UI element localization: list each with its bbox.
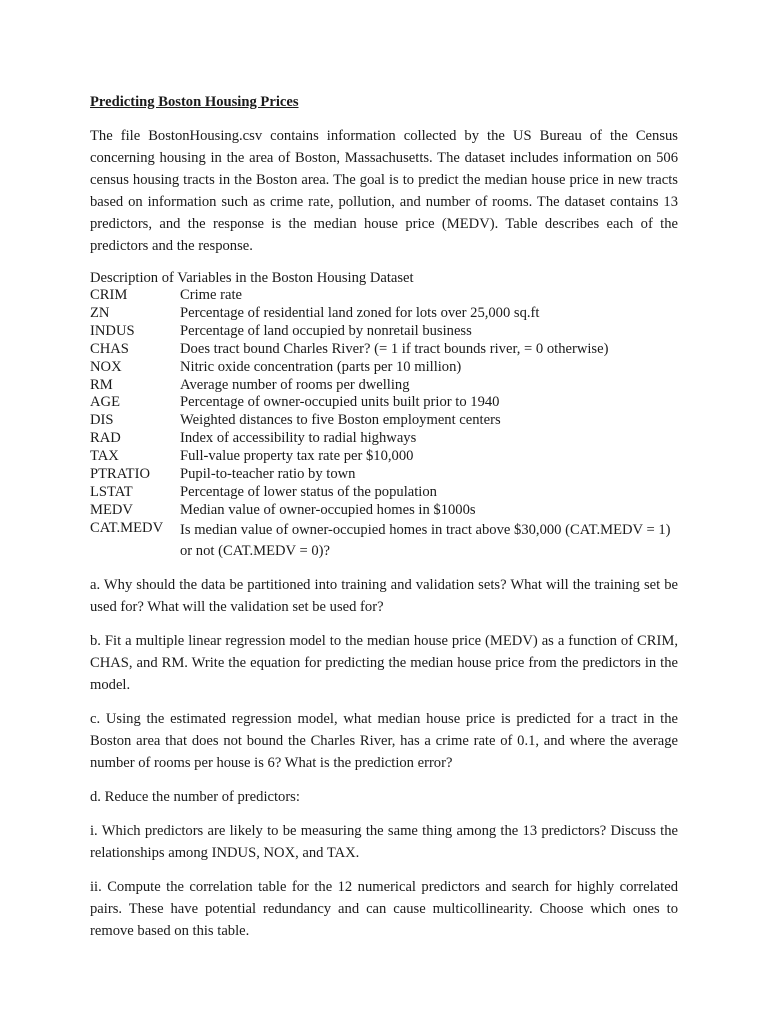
variable-description: Median value of owner-occupied homes in $1000s — [180, 501, 476, 518]
variable-description: Nitric oxide concentration (parts per 10 million) — [180, 358, 462, 375]
variable-code: CHAS — [90, 340, 129, 357]
variables-table — [90, 287, 678, 562]
variable-description: Percentage of owner-occupied units built prior to 1940 — [180, 394, 500, 411]
variable-row — [90, 412, 678, 430]
variable-row — [90, 448, 678, 466]
variable-code: MEDV — [90, 501, 133, 518]
variable-description: Is median value of owner-occupied homes in tract above $30,000 (CAT.MEDV = 1) or not (CAT.MEDV = 0)? — [180, 521, 671, 559]
variable-row — [90, 323, 678, 341]
question-c: c. Using the estimated regression model, what median house price is predicted for a tract in the Boston area that does not bound the Charles River, has a crime rate of 0.1, and where the average number of rooms per house is 6? What is the prediction error? — [90, 710, 678, 771]
variable-code: INDUS — [90, 322, 135, 339]
document-page — [90, 92, 678, 954]
variable-code: AGE — [90, 394, 120, 411]
variable-row — [90, 287, 678, 305]
variable-code: CRIM — [90, 287, 128, 303]
variable-code: CAT.MEDV — [90, 519, 164, 536]
variable-row — [90, 466, 678, 484]
variable-description: Does tract bound Charles River? (= 1 if tract bounds river, = 0 otherwise) — [180, 340, 609, 357]
variable-row — [90, 305, 678, 323]
variables-table-caption: Description of Variables in the Boston Housing Dataset — [90, 270, 414, 286]
variable-row — [90, 520, 678, 562]
variable-row — [90, 502, 678, 520]
variable-code: RM — [90, 376, 113, 393]
variable-description: Percentage of lower status of the population — [180, 483, 437, 500]
variable-description: Pupil-to-teacher ratio by town — [180, 466, 356, 483]
variable-code: DIS — [90, 412, 114, 429]
variable-code: TAX — [90, 448, 119, 465]
variable-description: Average number of rooms per dwelling — [180, 376, 410, 393]
variable-description: Percentage of land occupied by nonretail business — [180, 322, 472, 339]
variable-row — [90, 377, 678, 395]
document-title: Predicting Boston Housing Prices — [90, 94, 299, 110]
variable-row — [90, 359, 678, 377]
variable-description: Crime rate — [180, 287, 242, 303]
variable-code: LSTAT — [90, 483, 133, 500]
variable-description: Percentage of residential land zoned for lots over 25,000 sq.ft — [180, 304, 540, 321]
intro-paragraph: The file BostonHousing.csv contains information collected by the US Bureau of the Census concerning housing in the area of Boston, Massachusetts. The dataset includes information on 506 census housing tracts in the Boston area. The goal is to predict the median house price in new tracts based on information such as crime rate, pollution, and number of rooms. The dataset contains 13 predictors, and the response is the median house price (MEDV). Table describes each of the predictors and the response. — [90, 128, 678, 254]
variable-code: RAD — [90, 430, 121, 447]
variable-code: NOX — [90, 358, 122, 375]
variable-row — [90, 484, 678, 502]
question-d-ii: ii. Compute the correlation table for the 12 numerical predictors and search for highly correlated pairs. These have potential redundancy and can cause multicollinearity. Choose which ones to remove based on this table. — [90, 878, 678, 939]
variable-row — [90, 430, 678, 448]
variable-description: Index of accessibility to radial highways — [180, 430, 417, 447]
question-a: a. Why should the data be partitioned into training and validation sets? What will the training set be used for? What will the validation set be used for? — [90, 576, 678, 615]
variable-row — [90, 394, 678, 412]
variable-code: PTRATIO — [90, 466, 150, 483]
variable-description: Weighted distances to five Boston employment centers — [180, 412, 501, 429]
question-d-i: i. Which predictors are likely to be measuring the same thing among the 13 predictors? Discuss the relationships among INDUS, NOX, and TAX. — [90, 822, 678, 861]
variable-description: Full-value property tax rate per $10,000 — [180, 448, 414, 465]
variable-row — [90, 341, 678, 359]
variable-code: ZN — [90, 304, 110, 321]
question-b: b. Fit a multiple linear regression model to the median house price (MEDV) as a function of CRIM, CHAS, and RM. Write the equation for predicting the median house price from the predictors in the model. — [90, 632, 678, 693]
question-d: d. Reduce the number of predictors: — [90, 788, 300, 805]
